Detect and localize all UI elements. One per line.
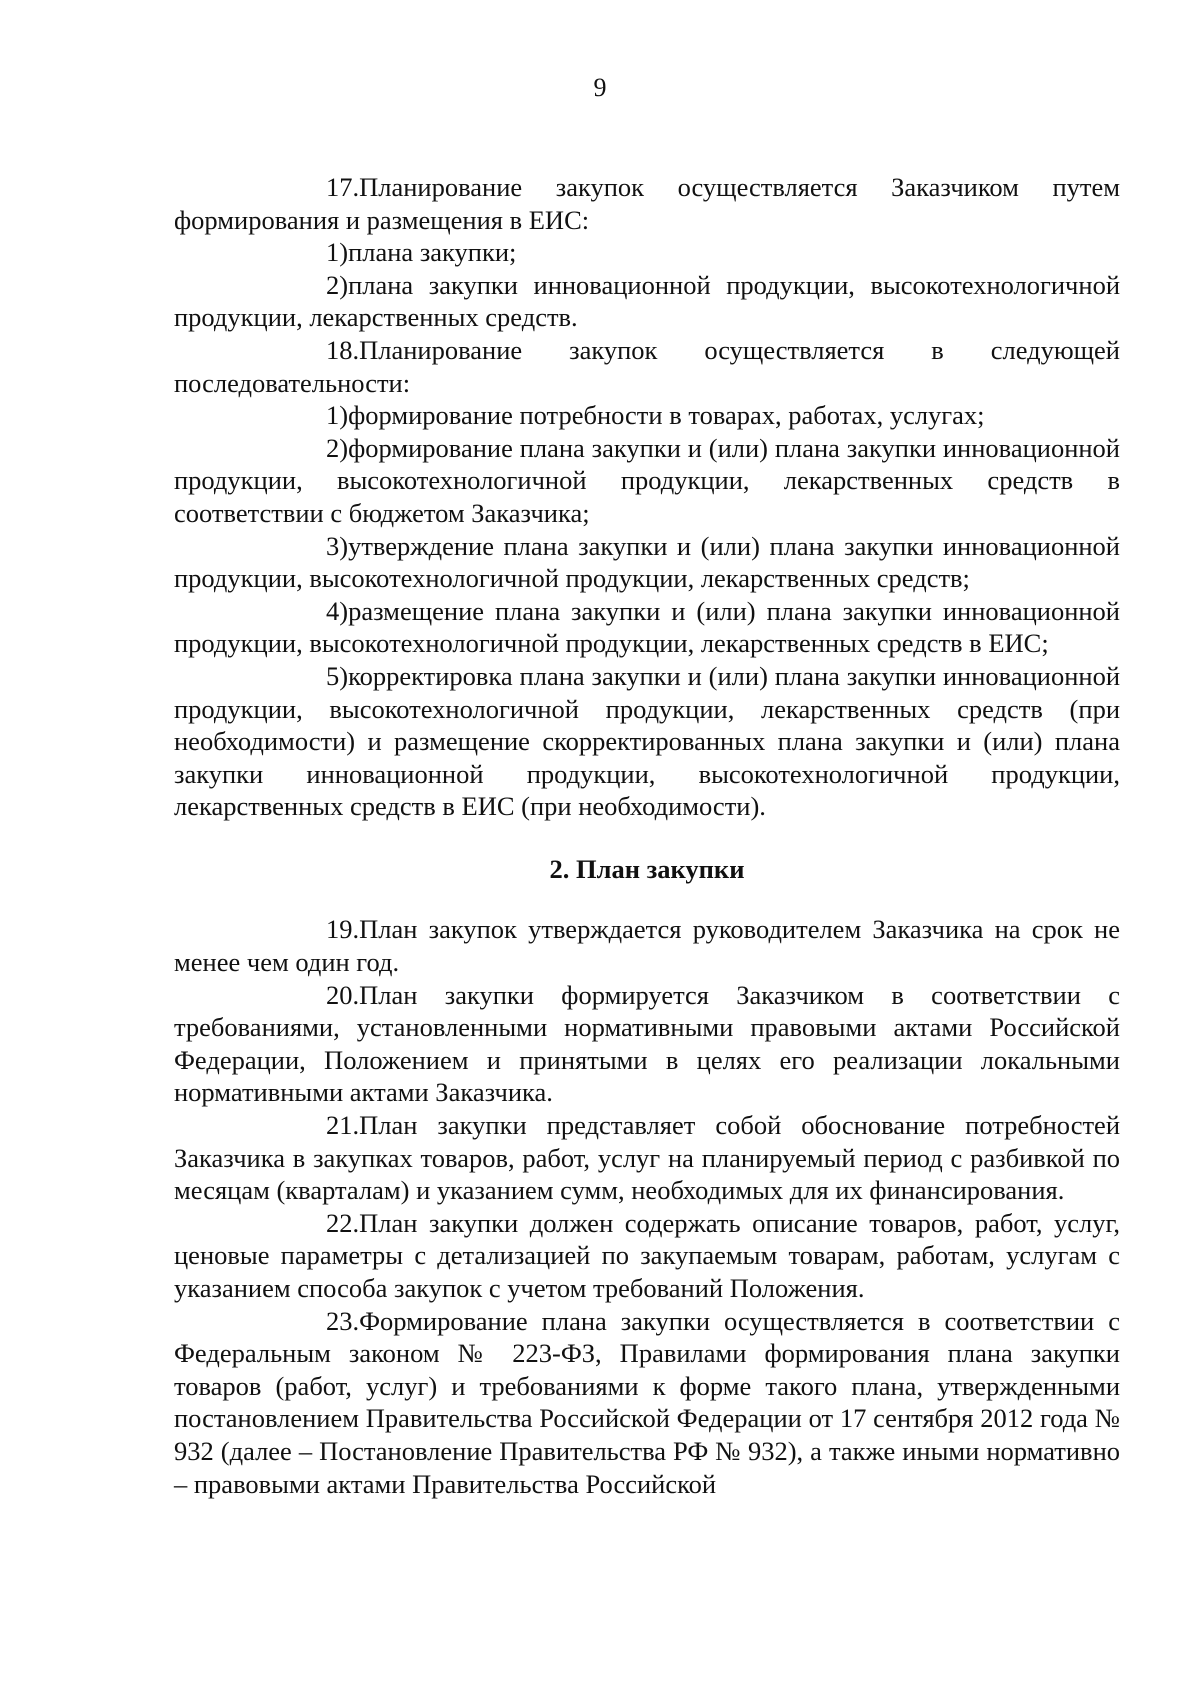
list-item-text: размещение плана закупки и (или) плана закупки инновационной продукции, высокотехнологичной продукции, лекарственных средств в ЕИС; [174,595,1120,659]
paragraph-22 [174,1207,1120,1305]
paragraph-23 [174,1305,1120,1501]
list-item-number: 2) [326,269,349,300]
list-item [174,236,1120,269]
list-item-text: плана закупки; [348,237,517,268]
paragraph-number: 19. [326,914,360,945]
list-item [174,432,1120,530]
section-heading: 2. План закупки [549,853,745,884]
list-item-number: 3) [326,530,349,561]
paragraph-text: План закупок утверждается руководителем Заказчика на срок не менее чем один год. [174,914,1120,978]
paragraph-text: Планирование закупок осуществляется в следующей последовательности: [174,334,1120,398]
paragraph-18 [174,334,1120,399]
list-item-text: утверждение плана закупки и (или) плана закупки инновационной продукции, высокотехнологичной продукции, лекарственных средств; [174,530,1120,594]
page-number: 9 [593,73,607,102]
list-item-text: плана закупки инновационной продукции, высокотехнологичной продукции, лекарственных средств. [174,269,1120,333]
paragraph-text: План закупки формируется Заказчиком в соответствии с требованиями, установленными нормативными правовыми актами Российской Федерации, Положением и принятыми в целях его реализации локальными нормативными актами Заказчика. [174,979,1120,1108]
list-item [174,595,1120,660]
list-item-number: 2) [326,432,349,463]
paragraph-21 [174,1109,1120,1207]
paragraph-text: План закупки представляет собой обоснование потребностей Заказчика в закупках товаров, работ, услуг на планируемый период с разбивкой по месяцам (кварталам) и указанием сумм, необходимых для их финансирования. [174,1110,1120,1206]
list-item-text: корректировка плана закупки и (или) плана закупки инновационной продукции, высокотехнологичной продукции, лекарственных средств (при необходимости) и размещение скорректированных плана закупки и (или) плана закупки инновационной продукции, высокотехнологичной продукции, лекарственных средств в ЕИС (при необходимости). [174,660,1120,822]
paragraph-19 [174,913,1120,978]
paragraph-number: 22. [326,1207,360,1238]
document-body [174,171,1120,1500]
paragraph-number: 17. [326,172,360,202]
paragraph-number: 20. [326,979,360,1010]
paragraph-17 [174,171,1120,236]
paragraph-text: Формирование плана закупки осуществляется в соответствии с Федеральным законом № 223-ФЗ, Правилами формирования плана закупки товаров (работ, услуг) и требованиями к форме такого плана, утвержденными постановлением Правительства Российской Федерации от 17 сентября 2012 года № 932 (далее – Постановление Правительства РФ № 932), а также иными нормативно – правовыми актами Правительства Российской [174,1305,1120,1499]
list-item [174,660,1120,823]
list-item-number: 4) [326,595,349,626]
paragraph-number: 21. [326,1110,360,1141]
paragraph-text: План закупки должен содержать описание товаров, работ, услуг, ценовые параметры с детализацией по закупаемым товарам, работам, услугам с указанием способа закупок с учетом требований Положения. [174,1207,1120,1303]
list-item-number: 1) [326,237,349,268]
list-item [174,269,1120,334]
list-item [174,530,1120,595]
list-item-number: 5) [326,660,349,691]
list-item-text: формирование потребности в товарах, работах, услугах; [348,400,985,431]
list-item-number: 1) [326,400,349,431]
paragraph-number: 23. [326,1305,360,1336]
list-item-text: формирование плана закупки и (или) плана закупки инновационной продукции, высокотехнологичной продукции, лекарственных средств в соответствии с бюджетом Заказчика; [174,432,1120,528]
paragraph-number: 18. [326,334,360,365]
paragraph-20 [174,979,1120,1109]
paragraph-text: Планирование закупок осуществляется Заказчиком путем формирования и размещения в ЕИС: [174,172,1120,235]
list-item [174,399,1120,432]
